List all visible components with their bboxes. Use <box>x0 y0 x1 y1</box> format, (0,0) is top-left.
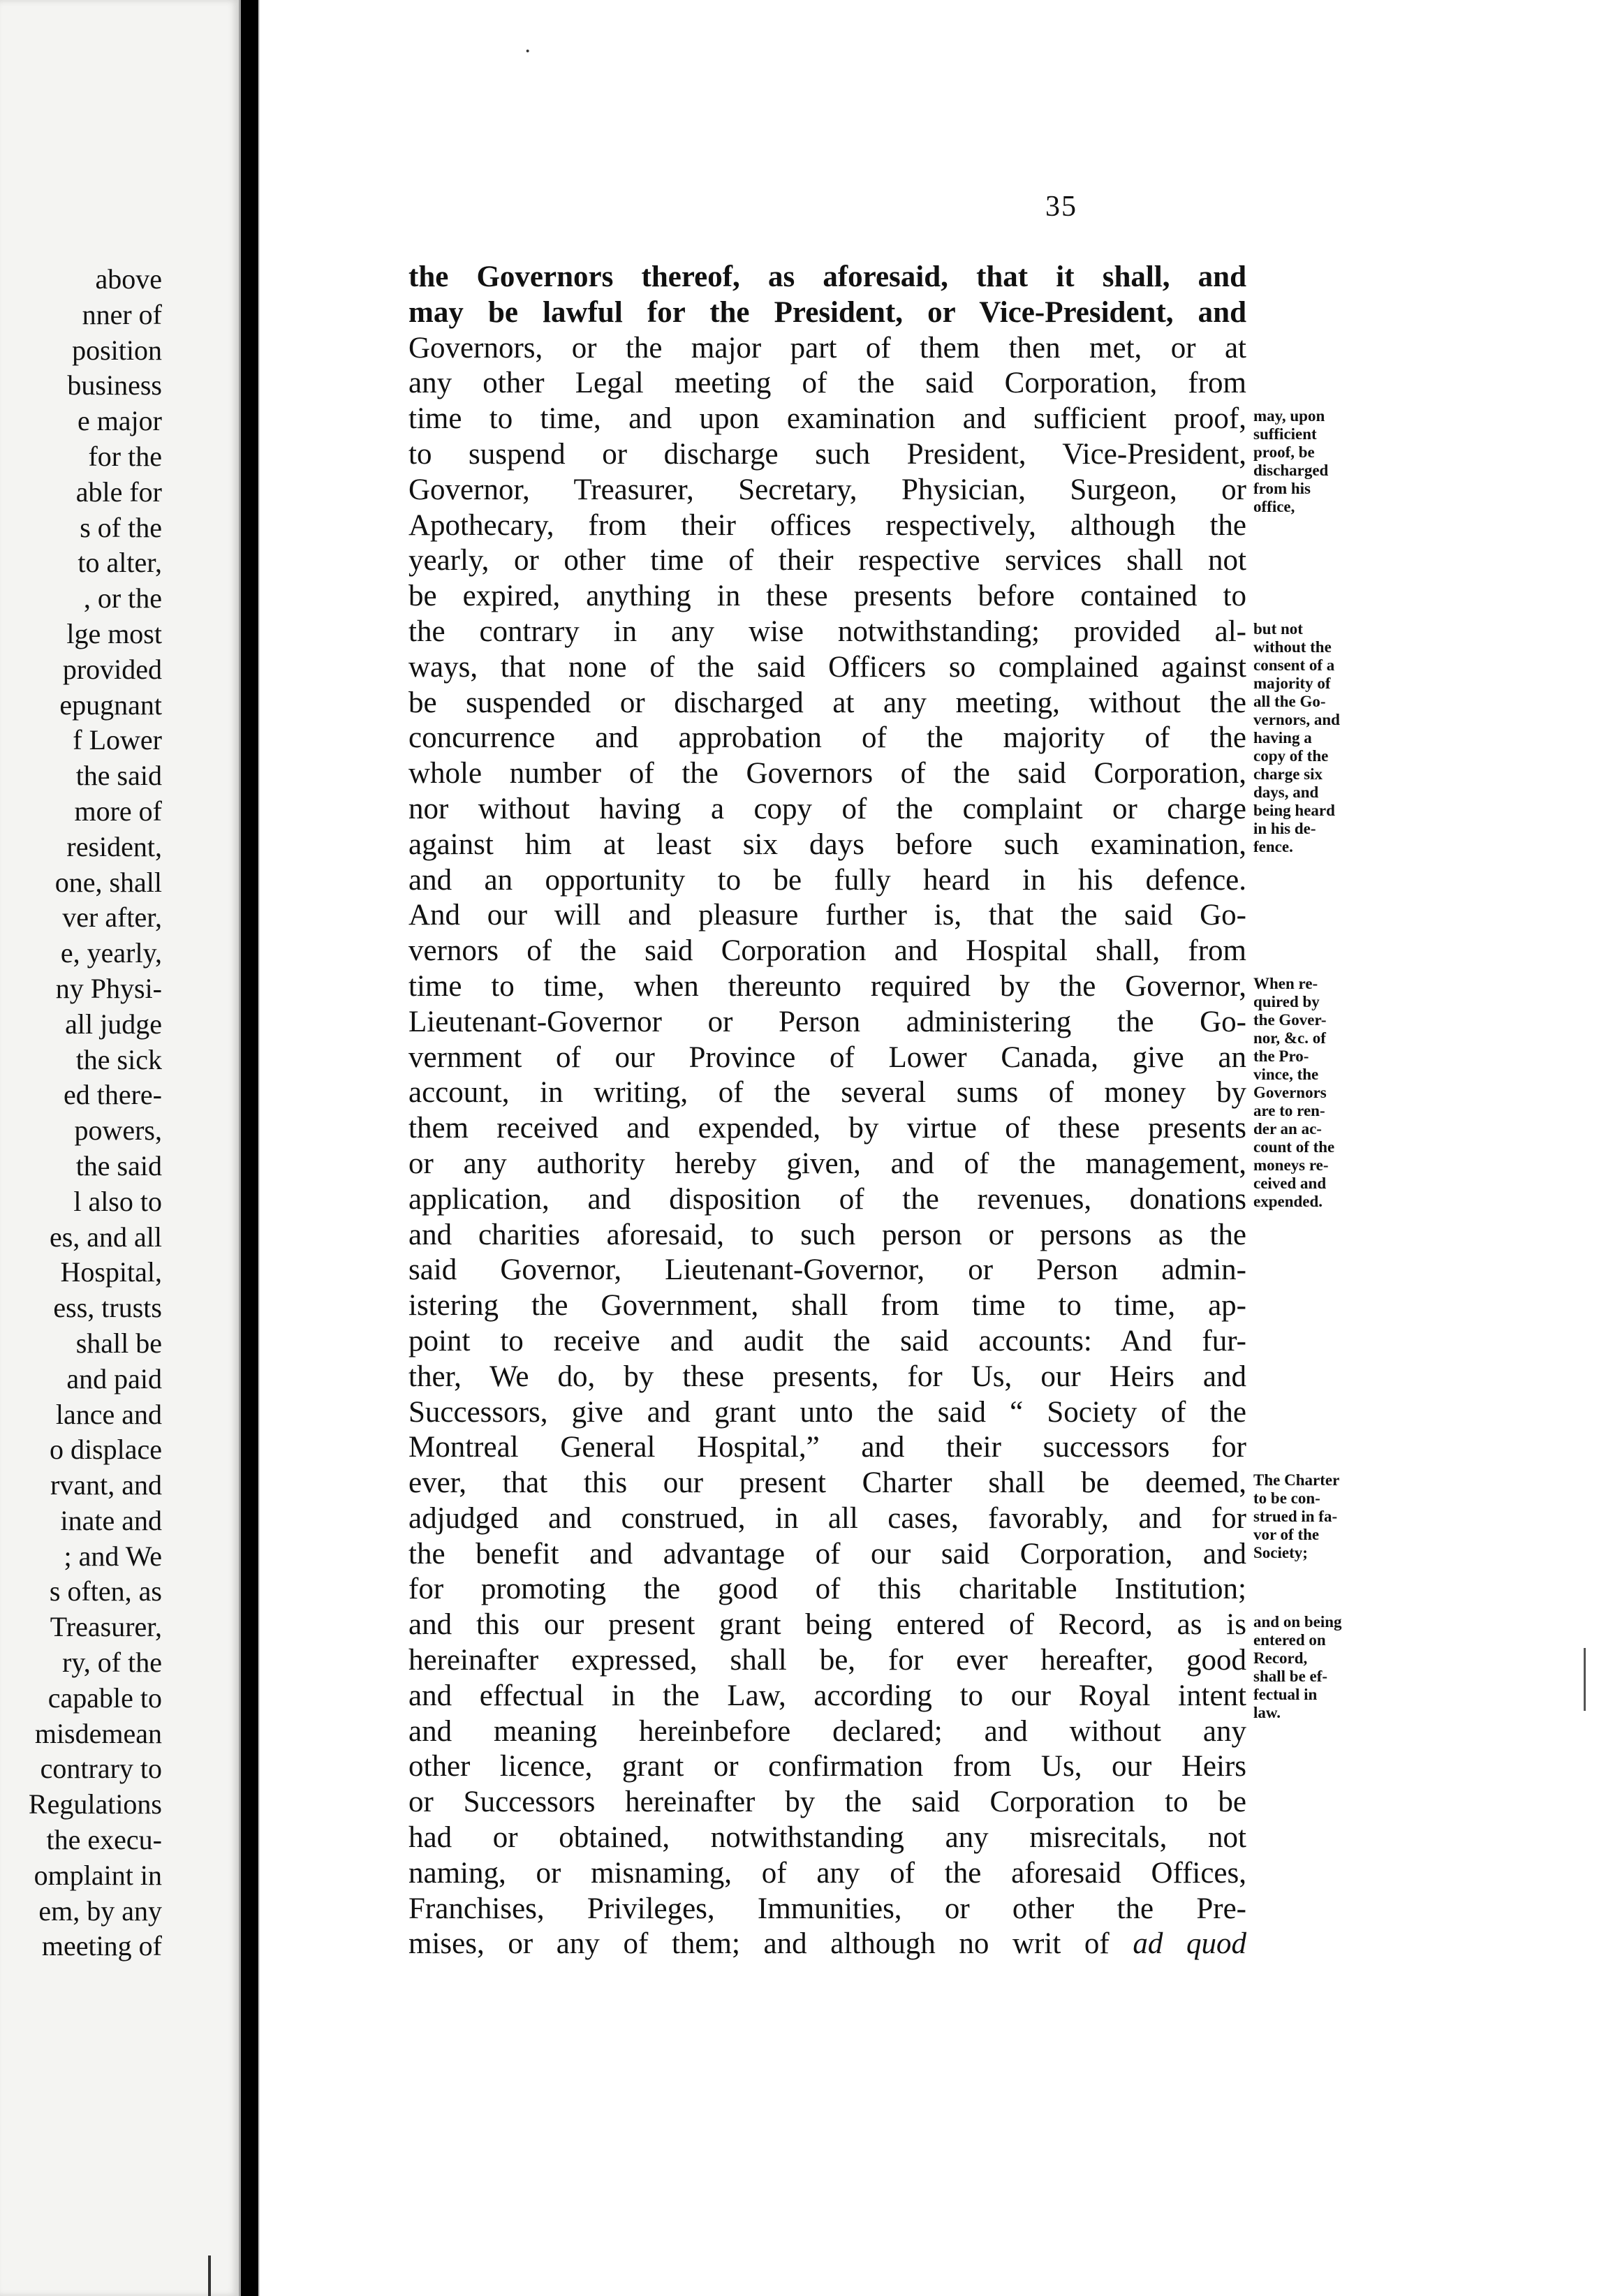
body-line-text: mises, or any of them; and although no writ of <box>408 1927 1110 1961</box>
margin-note-line: vor of the <box>1253 1526 1320 1544</box>
body-line: ever, that this our present Charter shall be deemed, <box>408 1466 1246 1500</box>
left-page-line: s of the <box>80 511 162 543</box>
margin-note <box>1253 975 1414 1211</box>
body-line: time to time, when thereunto required by the Governor, <box>408 969 1246 1003</box>
margin-note-line: strued in fa- <box>1253 1508 1338 1526</box>
left-page-line: ed there- <box>63 1079 162 1111</box>
margin-note-line: expended. <box>1253 1193 1323 1210</box>
margin-note-line: vernors, and <box>1253 711 1340 728</box>
margin-note-line: When re- <box>1253 975 1318 992</box>
left-page-line: e, yearly, <box>60 937 162 969</box>
margin-note-line: fence. <box>1253 838 1293 855</box>
margin-note-line: The Charter <box>1253 1471 1340 1489</box>
margin-note-line: to be con- <box>1253 1489 1320 1508</box>
left-page-line: powers, <box>74 1114 162 1147</box>
margin-note-line: consent of a <box>1253 656 1335 674</box>
body-line: or Successors hereinafter by the said Corporation to be <box>408 1786 1246 1819</box>
left-page-line: lance and <box>55 1398 162 1430</box>
margin-note <box>1253 1471 1414 1562</box>
body-line: Franchises, Privileges, Immunities, or other the Pre- <box>408 1892 1246 1925</box>
left-page-line: omplaint in <box>34 1859 162 1891</box>
margin-note-line: copy of the <box>1253 747 1329 765</box>
margin-note-line: office, <box>1253 498 1295 516</box>
body-line: them received and expended, by virtue of these presents <box>408 1112 1246 1145</box>
left-page-line: l also to <box>73 1185 162 1217</box>
left-page-line: es, and all <box>49 1221 162 1253</box>
margin-note-line: entered on <box>1253 1631 1326 1649</box>
body-text-column <box>408 260 1246 1962</box>
margin-note-line: proof, be <box>1253 443 1315 462</box>
body-line: for promoting the good of this charitable Institution; <box>408 1573 1246 1606</box>
body-line: Successors, give and grant unto the said “ Society of the <box>408 1395 1246 1429</box>
body-line: hereinafter expressed, shall be, for ever hereafter, good <box>408 1644 1246 1677</box>
left-page-line: , or the <box>83 582 162 615</box>
left-page-line: the execu- <box>46 1824 162 1856</box>
margin-note-line: majority of <box>1253 675 1331 692</box>
left-page-line: business <box>67 369 162 402</box>
body-line: the Governors thereof, as aforesaid, that it shall, and <box>408 260 1246 293</box>
margin-note-line: charge six <box>1253 765 1323 783</box>
left-page-line: capable to <box>47 1681 162 1714</box>
corner-punctuation-mark: · <box>524 38 532 64</box>
left-page-line: above <box>95 263 162 295</box>
margin-note-line: Society; <box>1253 1544 1308 1562</box>
body-line: Governor, Treasurer, Secretary, Physician, Surgeon, or <box>408 473 1246 506</box>
margin-note-line: sufficient <box>1253 425 1317 443</box>
body-line: istering the Government, shall from time to time, ap- <box>408 1289 1246 1323</box>
left-page-line: to alter, <box>78 547 162 579</box>
body-line: ways, that none of the said Officers so complained against <box>408 650 1246 684</box>
body-line: point to receive and audit the said accounts: And fur- <box>408 1324 1246 1357</box>
left-page-line: ess, trusts <box>53 1292 162 1324</box>
margin-note-line: days, and <box>1253 783 1319 801</box>
left-page-line: epugnant <box>59 689 162 721</box>
left-page-line: position <box>72 334 162 366</box>
margin-note-line: law. <box>1253 1704 1281 1722</box>
latin-phrase: ad quod <box>1133 1927 1247 1961</box>
body-line: or any authority hereby given, and of the management, <box>408 1147 1246 1180</box>
body-line: vernors of the said Corporation and Hospital shall, from <box>408 934 1246 968</box>
left-page-line: o displace <box>49 1434 162 1466</box>
margin-note-line: der an ac- <box>1253 1120 1322 1138</box>
left-page-line: e major <box>77 405 162 437</box>
body-line: ther, We do, by these presents, for Us, our Heirs and <box>408 1360 1246 1393</box>
left-page-line: and paid <box>66 1362 162 1394</box>
body-line <box>408 1927 1246 1962</box>
left-page-line: all judge <box>65 1008 162 1040</box>
margin-note-line: moneys re- <box>1253 1156 1329 1174</box>
body-line: vernment of our Province of Lower Canada, give an <box>408 1040 1246 1074</box>
left-page-line: meeting of <box>41 1930 162 1962</box>
body-line: and an opportunity to be fully heard in his defence. <box>408 863 1246 897</box>
margin-note-line: shall be ef- <box>1253 1668 1328 1686</box>
left-page-line: the sick <box>75 1043 162 1075</box>
margin-note <box>1253 1613 1414 1722</box>
margin-note-line: without the <box>1253 638 1332 656</box>
body-line: yearly, or other time of their respective services shall not <box>408 544 1246 577</box>
left-page-line: lge most <box>66 617 162 649</box>
body-line: nor without having a copy of the complaint or charge <box>408 792 1246 825</box>
body-line: concurrence and approbation of the majority of the <box>408 721 1246 755</box>
left-page-line: provided <box>62 653 162 685</box>
left-page-line: ; and We <box>64 1540 162 1572</box>
body-line: Montreal General Hospital,” and their successors for <box>408 1431 1246 1464</box>
body-line: application, and disposition of the revenues, donations <box>408 1182 1246 1216</box>
left-page-line: the said <box>75 760 162 792</box>
body-line: and this our present grant being entered of Record, as is <box>408 1608 1246 1642</box>
body-line: whole number of the Governors of the said Corporation, <box>408 757 1246 790</box>
margin-note-line: and on being <box>1253 1613 1342 1631</box>
page-edge-mark <box>1584 1648 1586 1711</box>
left-page-line: one, shall <box>54 866 162 898</box>
left-page-text-column <box>0 262 162 1964</box>
left-page-line: Treasurer, <box>50 1611 162 1643</box>
body-line: be suspended or discharged at any meeting, without the <box>408 686 1246 719</box>
margin-note <box>1253 620 1414 856</box>
left-page-line: ry, of the <box>62 1647 162 1679</box>
margin-note-line: the Gover- <box>1253 1011 1327 1029</box>
left-page-line: inate and <box>60 1504 162 1536</box>
left-page-line: nner of <box>82 298 162 330</box>
margin-note-line: are to ren- <box>1253 1102 1325 1119</box>
margin-note-line: nor, &c. of <box>1253 1029 1326 1047</box>
body-line: any other Legal meeting of the said Corporation, from <box>408 367 1246 400</box>
margin-note-line: being heard <box>1253 802 1335 819</box>
left-page-line: rvant, and <box>50 1469 162 1501</box>
body-line: against him at least six days before such examination, <box>408 827 1246 861</box>
left-page-fragment <box>0 0 241 2296</box>
margin-note-line: from his <box>1253 480 1311 498</box>
margin-note-line: all the Go- <box>1253 693 1326 710</box>
body-line: Governors, or the major part of them then met, or at <box>408 331 1246 365</box>
margin-note-line: count of the <box>1253 1138 1335 1156</box>
body-line: time to time, and upon examination and sufficient proof, <box>408 402 1246 436</box>
left-page-line: Regulations <box>28 1788 162 1820</box>
left-page-line: shall be <box>75 1327 162 1359</box>
margin-note-line: in his de- <box>1253 820 1316 837</box>
left-page-line: misdemean <box>34 1717 162 1749</box>
body-line: had or obtained, notwithstanding any misrecitals, not <box>408 1821 1246 1855</box>
margin-note-line: but not <box>1253 620 1303 638</box>
margin-note-line: vince, the <box>1253 1066 1319 1083</box>
body-line: the contrary in any wise notwithstanding; provided al- <box>408 615 1246 648</box>
body-line: said Governor, Lieutenant-Governor, or Person admin- <box>408 1253 1246 1287</box>
left-page-line: ver after, <box>62 902 162 934</box>
body-line: Apothecary, from their offices respectively, although the <box>408 508 1246 542</box>
left-page-line: more of <box>74 795 162 827</box>
body-line: naming, or misnaming, of any of the aforesaid Offices, <box>408 1856 1246 1890</box>
page-number: 35 <box>1045 191 1077 223</box>
body-line: other licence, grant or confirmation from Us, our Heirs <box>408 1750 1246 1783</box>
margin-note-line: quired by <box>1253 993 1320 1010</box>
left-page-line: for the <box>88 440 162 472</box>
left-page-line: the said <box>75 1149 162 1182</box>
body-line: and charities aforesaid, to such person or persons as the <box>408 1218 1246 1251</box>
body-line: to suspend or discharge such President, Vice-President, <box>408 437 1246 471</box>
left-page-line: resident, <box>66 830 162 862</box>
margin-note-line: fectual in <box>1253 1686 1318 1704</box>
left-page-line: able for <box>75 476 162 508</box>
body-line: and meaning hereinbefore declared; and without any <box>408 1714 1246 1748</box>
margin-note-line: ceived and <box>1253 1175 1327 1192</box>
body-line: And our will and pleasure further is, that the said Go- <box>408 899 1246 932</box>
body-line: account, in writing, of the several sums of money by <box>408 1076 1246 1110</box>
bottom-fold-mark <box>208 2255 211 2296</box>
body-line: may be lawful for the President, or Vice-President, and <box>408 295 1246 329</box>
margin-note-line: may, upon <box>1253 407 1325 425</box>
margin-note-line: the Pro- <box>1253 1047 1309 1065</box>
left-page-line: Hospital, <box>60 1256 162 1288</box>
margin-note-line: discharged <box>1253 462 1329 480</box>
body-line: be expired, anything in these presents before contained to <box>408 580 1246 613</box>
body-line: and effectual in the Law, according to our Royal intent <box>408 1679 1246 1712</box>
margin-note-line: Governors <box>1253 1084 1327 1101</box>
body-line: adjudged and construed, in all cases, favorably, and for <box>408 1501 1246 1535</box>
left-page-line: f Lower <box>73 724 162 756</box>
body-line: Lieutenant-Governor or Person administering the Go- <box>408 1005 1246 1038</box>
margin-note <box>1253 407 1414 516</box>
margin-note-line: having a <box>1253 729 1312 746</box>
body-line: the benefit and advantage of our said Corporation, and <box>408 1537 1246 1570</box>
left-page-line: contrary to <box>40 1753 162 1785</box>
left-page-line: em, by any <box>38 1894 162 1927</box>
left-page-line: s often, as <box>49 1575 162 1607</box>
margin-note-line: Record, <box>1253 1649 1308 1668</box>
left-page-line: ny Physi- <box>55 972 162 1004</box>
